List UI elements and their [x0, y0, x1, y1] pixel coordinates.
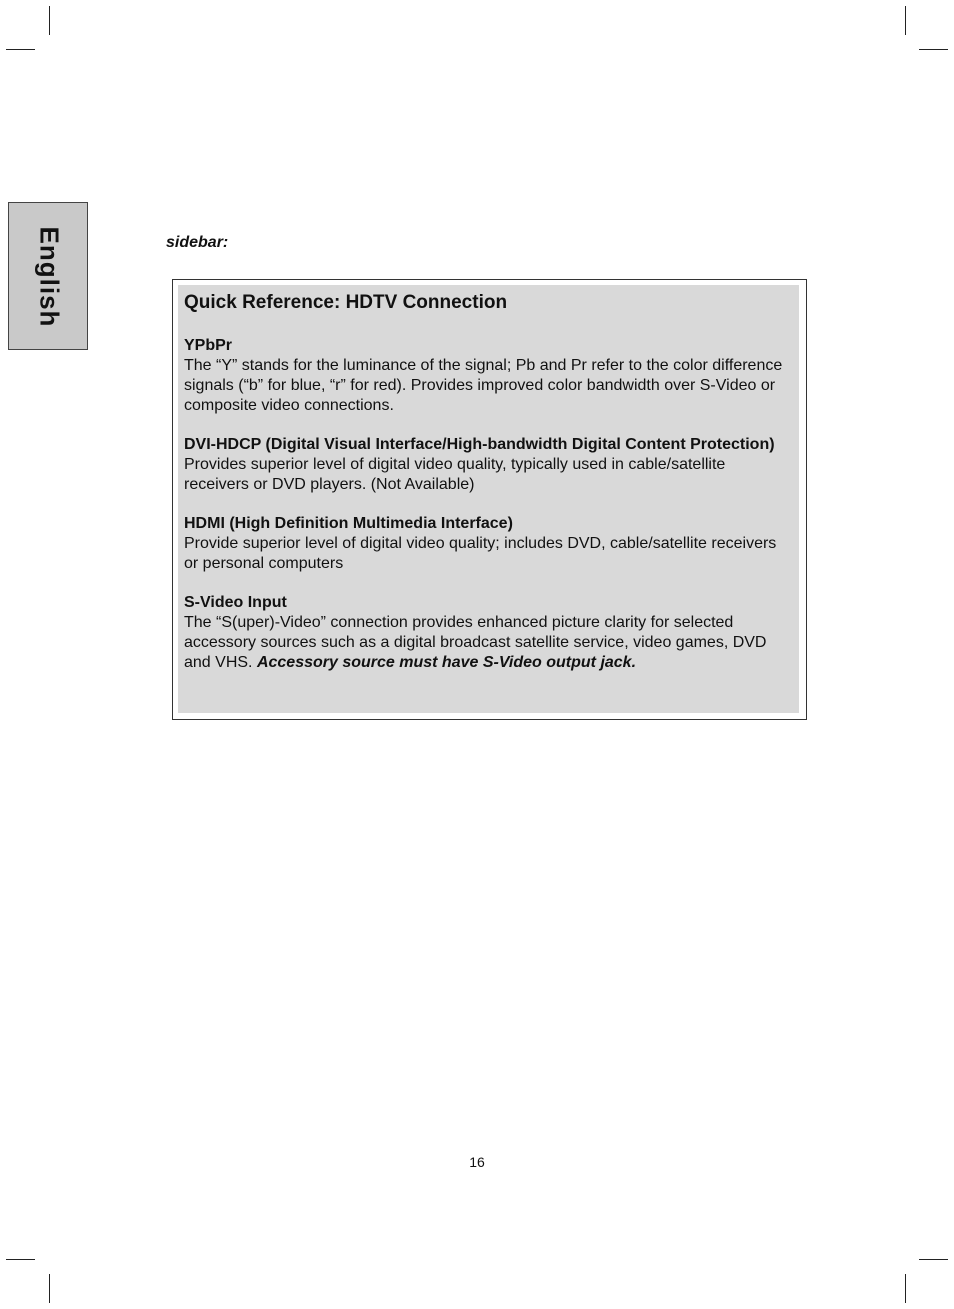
section-body: Provide superior level of digital video quality; includes DVD, cable/satellite receivers or personal computers — [184, 535, 777, 572]
section-body: Provides superior level of digital video quality, typically used in cable/satellite receivers or DVD players. (Not Available) — [184, 456, 726, 493]
crop-mark — [905, 1274, 906, 1303]
sidebar-label: sidebar: — [166, 234, 229, 251]
section-heading: S-Video Input — [184, 594, 287, 611]
section-body — [184, 613, 793, 673]
section-body-text: The “S(uper)-Video” connection provides enhanced picture clarity for selected accessory sources such as a digital broadcast satellite service, video games, DVD and VHS. — [184, 614, 767, 671]
crop-mark — [49, 1274, 50, 1303]
page-number: 16 — [469, 1154, 485, 1170]
quick-reference-box — [172, 279, 807, 720]
quick-reference-panel — [178, 285, 799, 713]
section-dvi-hdcp — [184, 435, 793, 495]
crop-mark — [919, 1259, 948, 1260]
section-heading: YPbPr — [184, 337, 233, 354]
language-tab-label: English — [34, 226, 65, 328]
section-hdmi — [184, 514, 793, 574]
section-heading: HDMI (High Definition Multimedia Interface) — [184, 515, 513, 532]
section-s-video — [184, 593, 793, 673]
crop-mark — [919, 49, 948, 50]
section-heading: DVI-HDCP (Digital Visual Interface/High-bandwidth Digital Content Protection) — [184, 436, 775, 453]
crop-mark — [6, 49, 35, 50]
section-body: The “Y” stands for the luminance of the signal; Pb and Pr refer to the color difference signals (“b” for blue, “r” for red). Provides improved color bandwidth over S-Video or composite video connections. — [184, 357, 783, 414]
crop-mark — [49, 6, 50, 35]
crop-mark — [905, 6, 906, 35]
section-emphasis: Accessory source must have S-Video output jack. — [256, 654, 637, 671]
quick-reference-title: Quick Reference: HDTV Connection — [184, 292, 508, 313]
section-ypbpr — [184, 336, 793, 416]
language-tab — [8, 202, 88, 350]
crop-mark — [6, 1259, 35, 1260]
